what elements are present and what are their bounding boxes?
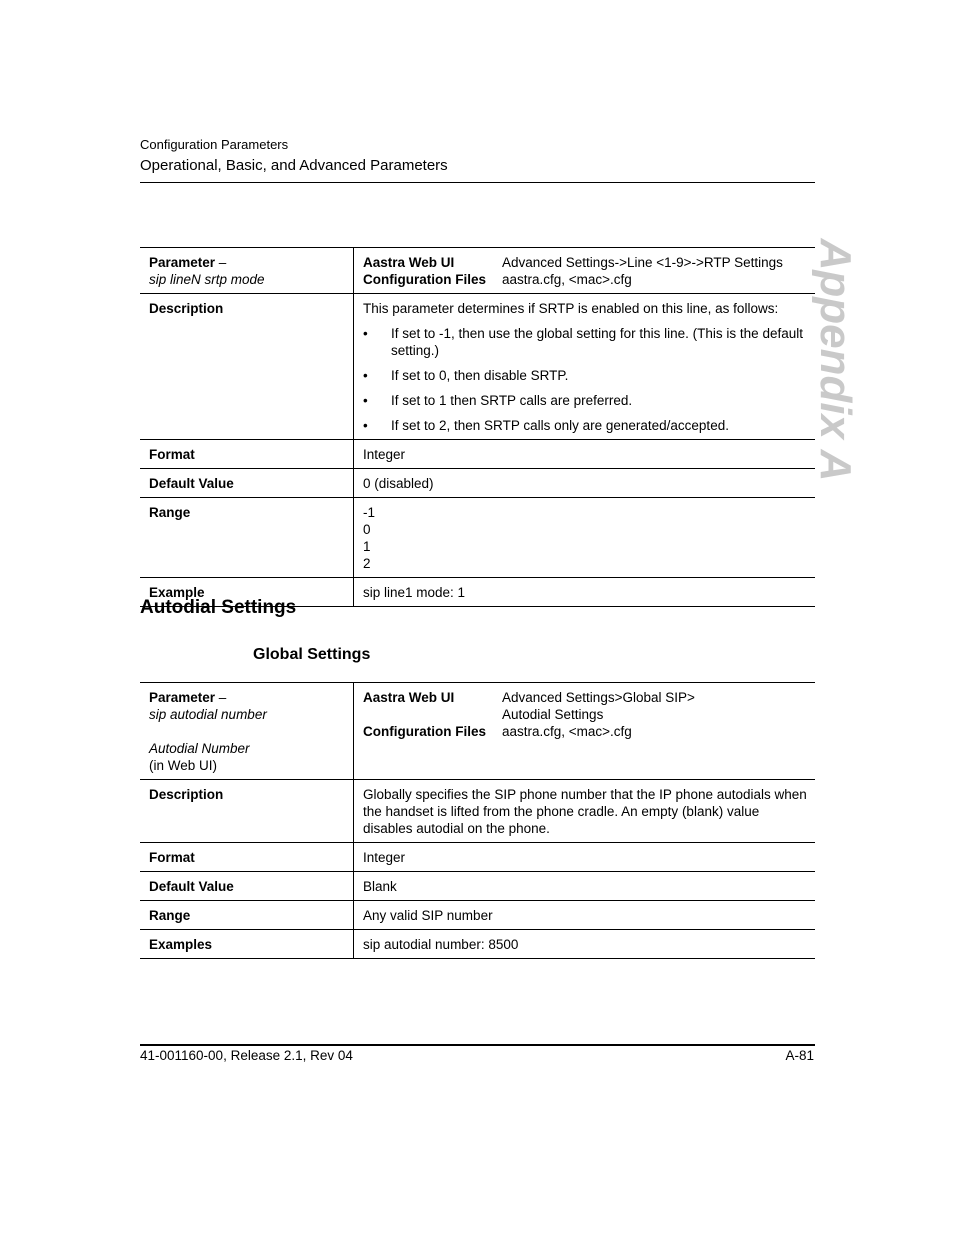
default-value-label: Default Value bbox=[140, 872, 354, 901]
table-row bbox=[140, 498, 815, 578]
description-text: Globally specifies the SIP phone number that the IP phone autodials when the handset is lifted from the phone cradle. An empty (blank) value disables autodial on the phone. bbox=[354, 780, 816, 843]
description-intro: This parameter determines if SRTP is enabled on this line, as follows: bbox=[363, 301, 779, 316]
section-title: Autodial Settings bbox=[140, 597, 297, 618]
header-rule bbox=[140, 182, 815, 183]
range-cell bbox=[354, 498, 816, 578]
config-files-label: Configuration Files bbox=[363, 272, 486, 287]
range-label: Range bbox=[140, 901, 354, 930]
web-ui-note: (in Web UI) bbox=[149, 758, 218, 773]
config-files-value: aastra.cfg, <mac>.cfg bbox=[502, 272, 632, 287]
range-value: 1 bbox=[363, 539, 371, 554]
table-row bbox=[140, 872, 815, 901]
format-label: Format bbox=[140, 440, 354, 469]
autodial-parameter-table bbox=[140, 682, 815, 959]
examples-label: Examples bbox=[140, 930, 354, 959]
format-value: Integer bbox=[354, 843, 816, 872]
parameter-dash: – bbox=[215, 255, 227, 270]
location-cell bbox=[354, 683, 816, 780]
web-ui-path: Advanced Settings>Global SIP> bbox=[502, 690, 695, 705]
range-value: Any valid SIP number bbox=[354, 901, 816, 930]
list-item: • If set to 0, then disable SRTP. bbox=[363, 367, 807, 384]
description-label: Description bbox=[140, 780, 354, 843]
range-value: 0 bbox=[363, 522, 371, 537]
web-ui-parameter-name: Autodial Number bbox=[149, 741, 250, 756]
running-header-section: Operational, Basic, and Advanced Parameters bbox=[140, 157, 448, 174]
running-header-chapter: Configuration Parameters bbox=[140, 137, 289, 152]
table-row bbox=[140, 843, 815, 872]
example-label: Example bbox=[140, 578, 354, 607]
footer-rule bbox=[140, 1044, 815, 1046]
appendix-side-tab-label: Appendix A bbox=[811, 238, 860, 482]
parameter-name: sip autodial number bbox=[149, 707, 267, 722]
config-files-label: Configuration Files bbox=[363, 724, 486, 739]
format-label: Format bbox=[140, 843, 354, 872]
list-item: • If set to 1 then SRTP calls are preferred. bbox=[363, 392, 807, 409]
description-label: Description bbox=[140, 294, 354, 440]
parameter-label: Parameter bbox=[149, 690, 216, 705]
subsection-title: Global Settings bbox=[253, 646, 371, 663]
table-row bbox=[140, 440, 815, 469]
srtp-mode-parameter-table bbox=[140, 247, 815, 607]
table-row bbox=[140, 469, 815, 498]
example-value: sip line1 mode: 1 bbox=[354, 578, 816, 607]
table-row bbox=[140, 294, 815, 440]
default-value: Blank bbox=[354, 872, 816, 901]
table-row bbox=[140, 683, 815, 780]
table-row bbox=[140, 901, 815, 930]
range-label: Range bbox=[140, 498, 354, 578]
parameter-cell bbox=[140, 248, 354, 294]
web-ui-path-continued: Autodial Settings bbox=[502, 707, 604, 722]
parameter-label: Parameter bbox=[149, 255, 216, 270]
default-value: 0 (disabled) bbox=[354, 469, 816, 498]
range-value: -1 bbox=[363, 505, 376, 520]
parameter-dash: – bbox=[215, 690, 227, 705]
description-bullet-list bbox=[363, 325, 807, 434]
footer-document-id: 41-001160-00, Release 2.1, Rev 04 bbox=[140, 1048, 353, 1063]
list-item: • If set to -1, then use the global setting for this line. (This is the default setting.) bbox=[363, 325, 807, 359]
default-value-label: Default Value bbox=[140, 469, 354, 498]
description-cell bbox=[354, 294, 816, 440]
parameter-cell bbox=[140, 683, 354, 780]
examples-value: sip autodial number: 8500 bbox=[354, 930, 816, 959]
config-files-value: aastra.cfg, <mac>.cfg bbox=[502, 724, 632, 739]
list-item: • If set to 2, then SRTP calls only are generated/accepted. bbox=[363, 417, 807, 434]
parameter-name: sip lineN srtp mode bbox=[149, 272, 265, 287]
footer-page-number: A-81 bbox=[785, 1048, 814, 1063]
web-ui-label: Aastra Web UI bbox=[363, 255, 455, 270]
table-row bbox=[140, 780, 815, 843]
location-cell bbox=[354, 248, 816, 294]
format-value: Integer bbox=[354, 440, 816, 469]
web-ui-path: Advanced Settings->Line <1-9>->RTP Settings bbox=[502, 255, 783, 270]
table-row bbox=[140, 248, 815, 294]
range-value: 2 bbox=[363, 556, 371, 571]
table-row bbox=[140, 930, 815, 959]
web-ui-label: Aastra Web UI bbox=[363, 690, 455, 705]
